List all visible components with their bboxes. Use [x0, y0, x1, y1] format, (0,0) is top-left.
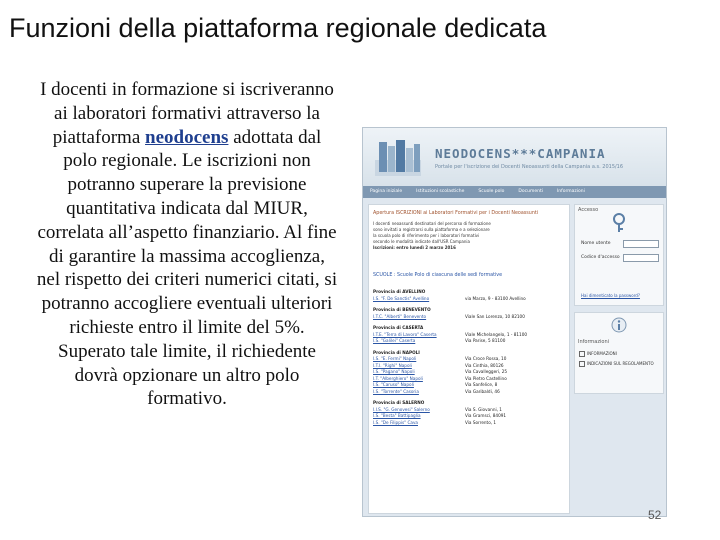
school-address: Via Gramsci, 84091	[465, 413, 507, 418]
province-name: Provincia di CASERTA	[373, 325, 424, 330]
info-box	[574, 312, 664, 394]
nav-docs[interactable]: Documenti	[518, 189, 543, 194]
province-name: Provincia di AVELLINO	[373, 289, 426, 294]
school-link[interactable]: I.S. "Caruso" Napoli	[373, 382, 414, 387]
nav-schools[interactable]: Istituzioni scolastiche	[416, 189, 465, 194]
school-address: Via Parise, 5 81100	[465, 338, 506, 343]
portal-sidebar	[574, 204, 662, 512]
school-address: Via Sorrento, 1	[465, 419, 497, 425]
school-link[interactable]: I.S. "Besta" Battipaglia	[373, 413, 421, 418]
slide-title: Funzioni della piattaforma regionale dedicata	[9, 13, 547, 43]
province-name: Provincia di NAPOLI	[373, 349, 420, 355]
school-link[interactable]: I.I.S. "G. Genovesi" Salerno	[373, 406, 430, 412]
school-link[interactable]: I.T. "Alberghiero" Napoli	[373, 375, 423, 381]
username-input[interactable]	[623, 240, 659, 248]
username-label: Nome utente	[581, 241, 611, 246]
province-list	[373, 289, 565, 426]
school-address: Via Cinthia, 80126	[465, 362, 504, 368]
school-link[interactable]: I.T.I. "Righi" Napoli	[373, 362, 412, 368]
content-date: Iscrizioni: entro lunedì 2 marzo 2016	[373, 245, 456, 250]
forgot-password-link[interactable]: Hai dimenticato la password?	[581, 293, 640, 298]
school-link[interactable]: I.S. "F. De Sanctis" Avellino	[373, 295, 430, 301]
school-address: Via Sanfelice, 8	[465, 382, 498, 387]
info-icon	[611, 317, 627, 333]
page-number: 52	[648, 508, 662, 522]
school-address: Via Pietro Castellino	[465, 375, 507, 381]
nav-info[interactable]: Informazioni	[556, 189, 585, 194]
province-caserta	[373, 325, 565, 345]
body-text-part1: I docenti in formazione si iscriveranno ai laboratori formativi attraverso la piattaforma	[40, 79, 334, 148]
portal-subtitle: Portale per l'iscrizione dei Docenti Neoassunti della Campania a.s. 2015/16	[435, 164, 624, 170]
province-name: Provincia di SALERNO	[373, 400, 425, 405]
school-link[interactable]: I.S. "Torrente" Casoria	[373, 388, 419, 394]
school-address: Via S. Giovanni, 1	[465, 406, 502, 412]
content-line: la scuola polo di riferimento per i laboratori formativi	[373, 233, 480, 238]
body-text-part2: adottata dal polo regionale. Le iscrizioni non potranno superare la previsione quantitativa indicata dal MIUR, correlata all’aspetto finanziario. Al fine di garantire la massima accoglienza, nel rispetto dei criteri numerici citati, si potranno accogliere eventuali ulteriori richieste entro il limite del 5%. Superato tale limite, il richiedente dovrà opzionare un altro polo formativo.	[36, 126, 338, 410]
school-address: Via Cavalleggeri, 25	[465, 369, 508, 374]
info-title: Informazioni	[578, 339, 609, 345]
content-heading: Apertura ISCRIZIONI ai Laboratori Formativi per i Docenti Neoassunti	[373, 211, 539, 216]
province-name: Provincia di BENEVENTO	[373, 307, 431, 312]
neodocens-link[interactable]: neodocens	[145, 126, 229, 148]
info-item[interactable]	[579, 351, 617, 357]
portal-navbar	[363, 186, 666, 198]
checkbox-icon	[579, 361, 585, 367]
nav-home[interactable]: Pagina iniziale	[370, 189, 403, 194]
province-salerno	[373, 400, 565, 426]
portal-content	[368, 204, 570, 514]
login-box	[574, 204, 664, 306]
checkbox-icon	[579, 351, 585, 357]
school-link[interactable]: I.T.E. "Terra di Lavoro" Caserta	[373, 331, 437, 337]
portal-screenshot	[362, 127, 667, 517]
password-label: Codice d'accesso	[581, 255, 620, 260]
portal-banner	[363, 128, 666, 186]
key-icon	[611, 213, 627, 233]
content-line: I docenti neoassunti destinatari del percorso di formazione	[373, 221, 491, 226]
school-link[interactable]: I.S. "De Filippis" Cava	[373, 419, 418, 425]
school-address: via Marzo, 9 - 83100 Avellino	[465, 295, 526, 301]
content-line: secondo le modalità indicate dall'USR Campania	[373, 239, 470, 244]
province-avellino	[373, 289, 565, 302]
province-napoli	[373, 350, 565, 396]
school-link[interactable]: I.T.C. "Alberti" Benevento	[373, 313, 427, 319]
section-title: SCUOLE : Scuole Polo di ciascuna delle sedi formative	[373, 273, 503, 278]
nav-polo[interactable]: Scuole polo	[478, 189, 505, 194]
province-benevento	[373, 307, 565, 320]
portal-brand: NEODOCENS***CAMPANIA	[435, 146, 606, 161]
school-link[interactable]: I.S. "Pagano" Napoli	[373, 369, 415, 374]
school-link[interactable]: I.S. "Galilei" Caserta	[373, 338, 416, 343]
info-item-label: INDICAZIONI SUL REGOLAMENTO	[587, 361, 654, 366]
slide-body-text	[36, 78, 338, 411]
login-title: Accesso	[578, 207, 599, 213]
school-address: Viale San Lorenzo, 10 82100	[465, 313, 525, 319]
school-address: Via Garibaldi, 46	[465, 388, 500, 394]
school-address: Viale Michelangelo, 1 - 81100	[465, 331, 528, 337]
school-link[interactable]: I.S. "E. Fermi" Napoli	[373, 356, 417, 361]
info-item[interactable]	[579, 361, 654, 367]
school-address: Via Croce Rossa, 10	[465, 356, 507, 361]
password-input[interactable]	[623, 254, 659, 262]
content-line: sono invitati a registrarsi sulla piattaforma e a selezionare	[373, 227, 490, 232]
books-logo-icon	[373, 134, 423, 180]
info-item-label: INFORMAZIONI	[587, 351, 617, 356]
